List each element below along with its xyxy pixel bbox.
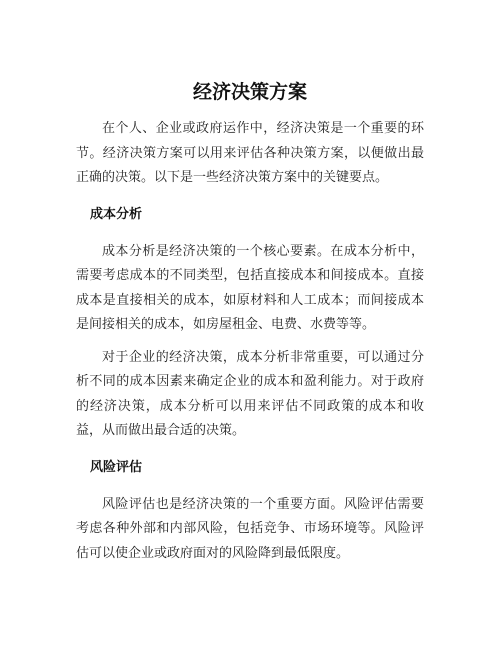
document-title: 经济决策方案 xyxy=(192,81,307,103)
paragraph: 成本分析是经济决策的一个核心要素。在成本分析中，需要考虑成本的不同类型，包括直接成本和间接成本。直接成本是直接相关的成本，如原材料和人工成本；而间接成本是间接相关的成本，如房屋租金、电费、水费等等。 xyxy=(76,243,424,332)
intro-paragraph: 在个人、企业或政府运作中，经济决策是一个重要的环节。经济决策方案可以用来评估各种决策方案，以便做出最正确的决策。以下是一些经济决策方案中的关键要点。 xyxy=(76,121,424,185)
section-heading-cost-analysis: 成本分析 xyxy=(90,206,143,222)
section-heading-risk-assessment: 风险评估 xyxy=(90,459,143,475)
section-risk-assessment xyxy=(76,456,424,567)
paragraph: 风险评估也是经济决策的一个重要方面。风险评估需要考虑各种外部和内部风险，包括竞争、市场环境等。风险评估可以使企业或政府面对的风险降到最低限度。 xyxy=(76,496,424,561)
section-cost-analysis xyxy=(76,203,424,444)
paragraph: 对于企业的经济决策，成本分析非常重要，可以通过分析不同的成本因素来确定企业的成本和盈利能力。对于政府的经济决策，成本分析可以用来评估不同政策的成本和收益，从而做出最合适的决策。 xyxy=(76,349,424,438)
